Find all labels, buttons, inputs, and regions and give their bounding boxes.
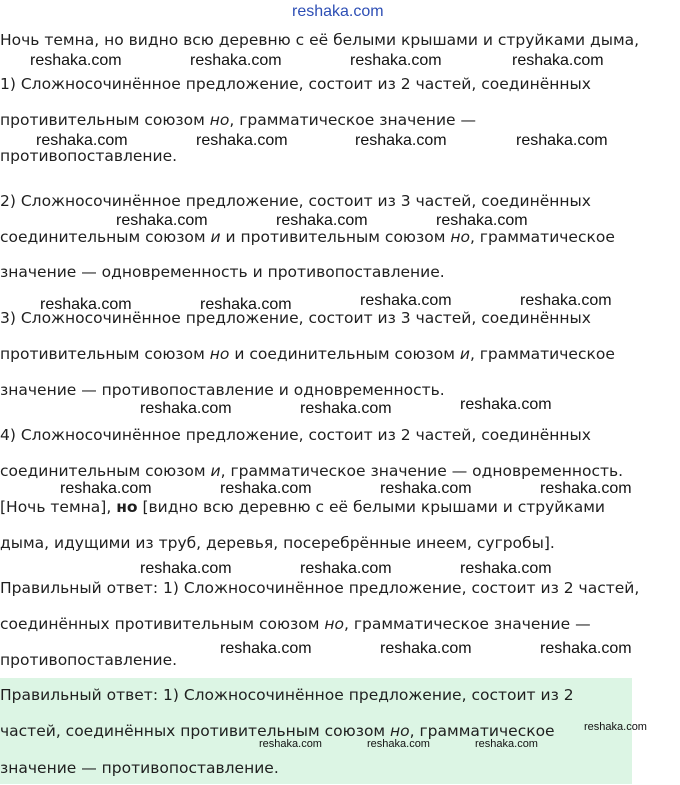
watermark: reshaka.com bbox=[350, 52, 442, 69]
answer-line-1: Правильный ответ: 1) Сложносочинённое предложение, состоит из 2 частей, bbox=[0, 579, 640, 597]
watermark: reshaka.com bbox=[116, 212, 208, 229]
watermark: reshaka.com bbox=[355, 132, 447, 149]
watermark: reshaka.com bbox=[60, 480, 152, 497]
watermark: reshaka.com bbox=[200, 296, 292, 313]
watermark: reshaka.com bbox=[380, 480, 472, 497]
option-4-line-2: соединительным союзом и, грамматическое значение — одновременность. bbox=[0, 462, 624, 480]
watermark: reshaka.com bbox=[40, 296, 132, 313]
option-3-line-2: противительным союзом но и соединительным союзом и, грамматическое bbox=[0, 345, 615, 363]
option-4-line-1: 4) Сложносочинённое предложение, состоит из 2 частей, соединённых bbox=[0, 426, 591, 444]
watermark: reshaka.com bbox=[367, 738, 430, 750]
watermark: reshaka.com bbox=[380, 640, 472, 657]
option-2-line-2: соединительным союзом и и противительным союзом но, грамматическое bbox=[0, 228, 615, 246]
option-2-line-3: значение — одновременность и противопоставление. bbox=[0, 263, 445, 281]
option-3-line-1: 3) Сложносочинённое предложение, состоит из 3 частей, соединённых bbox=[0, 309, 591, 327]
answer-box-line-3: значение — противопоставление. bbox=[0, 759, 279, 777]
answer-line-3: противопоставление. bbox=[0, 651, 178, 669]
watermark: reshaka.com bbox=[516, 132, 608, 149]
option-3-line-3: значение — противопоставление и одновременность. bbox=[0, 381, 445, 399]
watermark: reshaka.com bbox=[220, 640, 312, 657]
watermark: reshaka.com bbox=[30, 52, 122, 69]
watermark: reshaka.com bbox=[292, 3, 384, 20]
watermark: reshaka.com bbox=[220, 480, 312, 497]
conjunction-no: но bbox=[209, 111, 230, 129]
watermark: reshaka.com bbox=[512, 52, 604, 69]
option-1-line-3: противопоставление. bbox=[0, 147, 178, 165]
watermark: reshaka.com bbox=[196, 132, 288, 149]
watermark: reshaka.com bbox=[520, 292, 612, 309]
watermark: reshaka.com bbox=[540, 640, 632, 657]
task-sentence: Ночь темна, но видно всю деревню с её белыми крышами и струйками дыма, bbox=[0, 31, 640, 49]
conjunction-bold: но bbox=[116, 498, 138, 516]
option-2-line-1: 2) Сложносочинённое предложение, состоит из 3 частей, соединённых bbox=[0, 192, 591, 210]
watermark: reshaka.com bbox=[140, 560, 232, 577]
answer-line-2: соединённых противительным союзом но, грамматическое значение — bbox=[0, 615, 591, 633]
option-1-line-1: 1) Сложносочинённое предложение, состоит из 2 частей, соединённых bbox=[0, 75, 591, 93]
watermark: reshaka.com bbox=[360, 292, 452, 309]
watermark: reshaka.com bbox=[540, 480, 632, 497]
watermark: reshaka.com bbox=[300, 560, 392, 577]
analysis-line-1: [Ночь темна], но [видно всю деревню с её белыми крышами и струйками bbox=[0, 498, 605, 516]
watermark: reshaka.com bbox=[584, 721, 647, 733]
watermark: reshaka.com bbox=[460, 396, 552, 413]
watermark: reshaka.com bbox=[460, 560, 552, 577]
watermark: reshaka.com bbox=[475, 738, 538, 750]
watermark: reshaka.com bbox=[436, 212, 528, 229]
option-1-line-2: противительным союзом но, грамматическое значение — bbox=[0, 111, 476, 129]
watermark: reshaka.com bbox=[140, 400, 232, 417]
watermark: reshaka.com bbox=[190, 52, 282, 69]
watermark: reshaka.com bbox=[259, 738, 322, 750]
watermark: reshaka.com bbox=[36, 132, 128, 149]
answer-box-line-1: Правильный ответ: 1) Сложносочинённое предложение, состоит из 2 bbox=[0, 686, 574, 704]
answer-box-line-2: частей, соединённых противительным союзом но, грамматическое bbox=[0, 722, 555, 740]
analysis-line-2: дыма, идущими из труб, деревья, посеребрённые инеем, сугробы]. bbox=[0, 534, 555, 552]
watermark: reshaka.com bbox=[276, 212, 368, 229]
watermark: reshaka.com bbox=[300, 400, 392, 417]
